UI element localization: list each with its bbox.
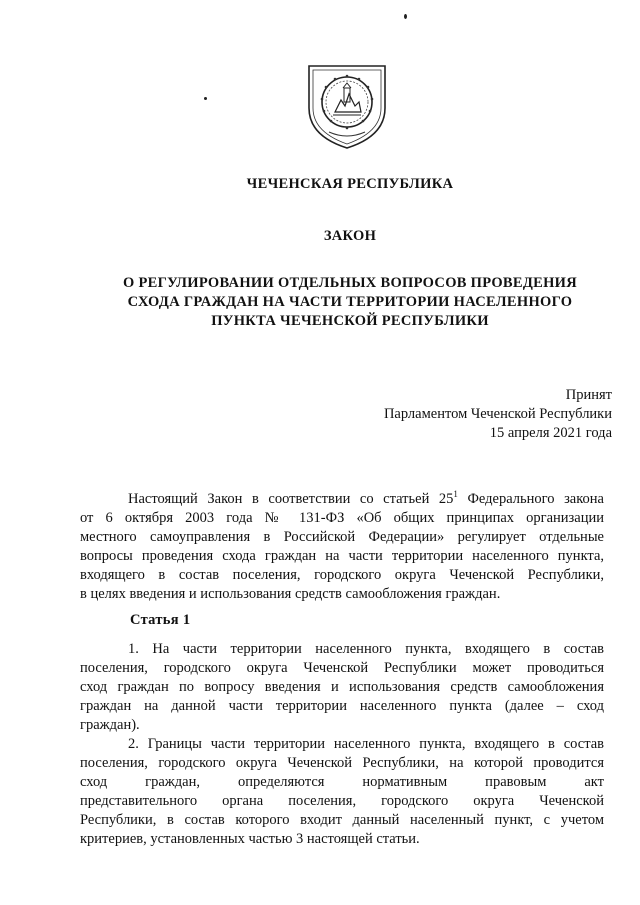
paragraph-line: поселения, городского округа Чеченской Республики, на которой проводится bbox=[80, 755, 604, 771]
paragraph-line: граждан). bbox=[80, 717, 140, 733]
region-heading: ЧЕЧЕНСКАЯ РЕСПУБЛИКА bbox=[246, 176, 454, 192]
adoption-line: Парламентом Чеченской Республики bbox=[383, 406, 612, 422]
article-paragraph-1 bbox=[80, 640, 604, 735]
paragraph-line: представительного органа поселения, городского округа Чеченской bbox=[80, 793, 604, 809]
document-type-heading: ЗАКОН bbox=[323, 228, 377, 244]
adoption-block bbox=[384, 386, 612, 443]
adoption-date: 15 апреля 2021 года bbox=[489, 425, 612, 441]
paragraph-line: входящего в состав поселения, городского округа Чеченской Республики, bbox=[80, 567, 604, 583]
paragraph-line bbox=[80, 490, 604, 509]
paragraph-line: граждан на данной части территории населенного пункта (далее – сход bbox=[80, 698, 604, 714]
paragraph-line: сход граждан по вопросу введения и использования средств самообложения bbox=[80, 679, 604, 695]
law-title bbox=[80, 274, 620, 331]
superscript-text: 1 bbox=[453, 489, 458, 500]
paragraph-line: сход граждан, определяются нормативным правовым акт bbox=[80, 774, 604, 790]
law-title-line: ПУНКТА ЧЕЧЕНСКОЙ РЕСПУБЛИКИ bbox=[211, 313, 489, 329]
law-title-line: О РЕГУЛИРОВАНИИ ОТДЕЛЬНЫХ ВОПРОСОВ ПРОВЕДЕНИЯ bbox=[122, 275, 578, 291]
paragraph-line: от 6 октября 2003 года № 131-ФЗ «Об общих принципах организации bbox=[80, 510, 604, 526]
paragraph-line: местного самоуправления в Российской Федерации» регулирует отдельные bbox=[80, 529, 604, 545]
paragraph-line: поселения, городского округа Чеченской Республики может проводиться bbox=[80, 660, 604, 676]
paragraph-line: Республики, в состав которого входит данный населенный пункт, с учетом bbox=[80, 812, 604, 828]
scan-speck bbox=[404, 14, 407, 19]
paragraph-line: вопросы проведения схода граждан на части территории населенного пункта, bbox=[80, 548, 604, 564]
coat-of-arms-icon bbox=[299, 60, 395, 150]
paragraph-text: Федерального закона bbox=[457, 491, 604, 507]
preamble-paragraph bbox=[80, 490, 604, 604]
law-title-line: СХОДА ГРАЖДАН НА ЧАСТИ ТЕРРИТОРИИ НАСЕЛЕННОГО bbox=[127, 294, 573, 310]
paragraph-line: 1. На части территории населенного пункта, входящего в состав bbox=[128, 641, 604, 657]
paragraph-line: 2. Границы части территории населенного пункта, входящего в состав bbox=[128, 736, 604, 752]
paragraph-line: критериев, установленных частью 3 настоящей статьи. bbox=[80, 831, 420, 847]
scan-speck bbox=[204, 97, 207, 100]
adoption-line: Принят bbox=[565, 387, 612, 403]
article-paragraph-2 bbox=[80, 735, 604, 849]
paragraph-line: в целях введения и использования средств самообложения граждан. bbox=[80, 586, 501, 602]
article-heading: Статья 1 bbox=[130, 612, 191, 628]
paragraph-text: Настоящий Закон в соответствии со статьей 25 bbox=[128, 491, 454, 507]
